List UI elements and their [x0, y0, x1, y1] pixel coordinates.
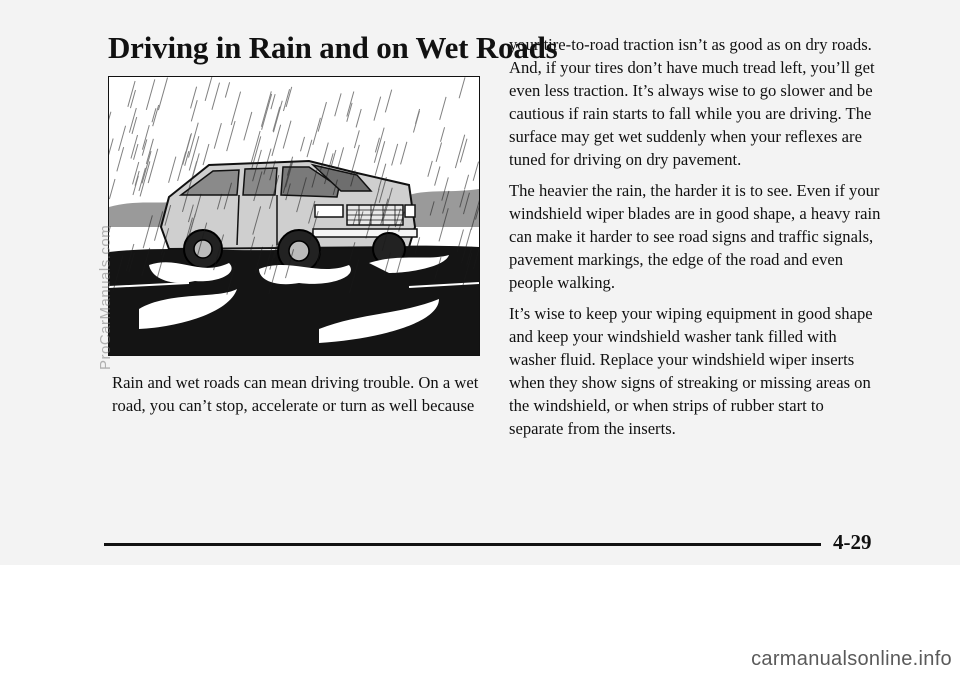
paragraph-wiper-equipment: It’s wise to keep your wiping equipment in good shape and keep your windshield washer tank filled with washer fluid. Replace your windshield wiper inserts when they show signs of streaking or missing areas on the windshield, or when strips of rubber start to separate from the inserts. [509, 304, 873, 438]
bottom-watermark: carmanualsonline.info [751, 648, 952, 670]
side-watermark: ProCarManuals.com [97, 224, 114, 370]
page-number: 4-29 [833, 530, 872, 554]
paragraph-traction: your tire-to-road traction isn’t as good as on dry roads. And, if your tires don’t have much tread left, you’ll get even less traction. It’s always wise to go slower and be cautious if rain starts to fall while you are driving. The surface may get wet suddenly when your reflexes are tuned for driving on dry pavement. [509, 35, 875, 169]
footer-rule [104, 543, 821, 546]
page-title: Driving in Rain and on Wet Roads [108, 30, 558, 65]
paragraph-visibility: The heavier the rain, the harder it is to see. Even if your windshield wiper blades are in good shape, a heavy rain can make it harder to see road signs and traffic signals, pavement markings, the edge of the road and even people walking. [509, 181, 881, 292]
suv-vehicle [161, 161, 417, 272]
body-text-column [509, 33, 881, 448]
suv-in-rain-illustration [108, 76, 480, 356]
suv-in-rain-svg [109, 77, 479, 355]
figure-caption-paragraph: Rain and wet roads can mean driving trouble. On a wet road, you can’t stop, accelerate or turn as well because [112, 373, 479, 415]
